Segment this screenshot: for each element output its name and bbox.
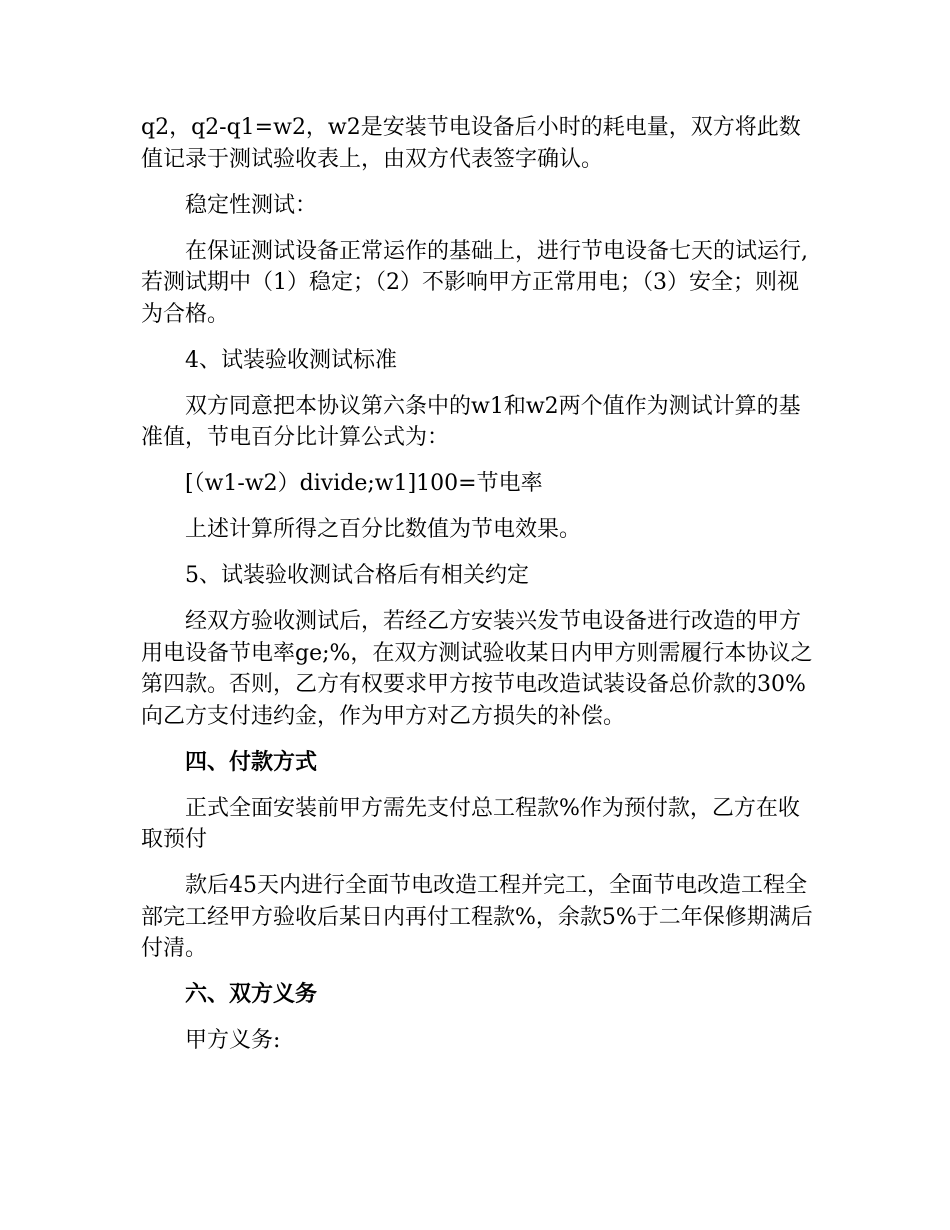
paragraph-agreement-body: 经双方验收测试后，若经乙方安装兴发节电设备进行改造的甲方用电设备节电率ge;%，在双方测试验收某日内甲方则需履行本协议之第四款。否则，乙方有权要求甲方按节电改造试装设备总价款的30%向乙方支付违约金，作为甲方对乙方损失的补偿。 [141, 609, 813, 729]
section-heading-test-standard: 4、试装验收测试标准 [185, 347, 397, 373]
section-heading-payment: 四、付款方式 [185, 748, 318, 775]
document-page [141, 112, 813, 1071]
section-heading-obligations: 六、双方义务 [185, 981, 318, 1007]
paragraph-payment-advance: 正式全面安装前甲方需先支付总工程款%作为预付款，乙方在收取预付 [141, 795, 800, 852]
paragraph-stability-test-label: 稳定性测试： [185, 192, 318, 218]
paragraph-test-record: q2，q2-q1=w2，w2是安装节电设备后小时的耗电量，双方将此数值记录于测试验收表上，由双方代表签字确认。 [141, 115, 801, 172]
paragraph-savings-effect: 上述计算所得之百分比数值为节电效果。 [185, 517, 582, 542]
paragraph-stability-test-body: 在保证测试设备正常运作的基础上，进行节电设备七天的试运行,若测试期中（1）稳定；（2）不影响甲方正常用电；（3）安全；则视为合格。 [141, 238, 808, 327]
paragraph-payment-schedule: 款后45天内进行全面节电改造工程并完工，全面节电改造工程全部完工经甲方验收后某日内再付工程款%，余款5%于二年保修期满后付清。 [141, 873, 813, 961]
paragraph-baseline-values: 双方同意把本协议第六条中的w1和w2两个值作为测试计算的基准值，节电百分比计算公式为： [141, 393, 801, 450]
paragraph-formula: [（w1-w2）divide;w1]100=节电率 [185, 471, 543, 496]
section-heading-agreement: 5、试装验收测试合格后有相关约定 [185, 563, 529, 588]
paragraph-party-a-obligations: 甲方义务: [185, 1028, 281, 1053]
